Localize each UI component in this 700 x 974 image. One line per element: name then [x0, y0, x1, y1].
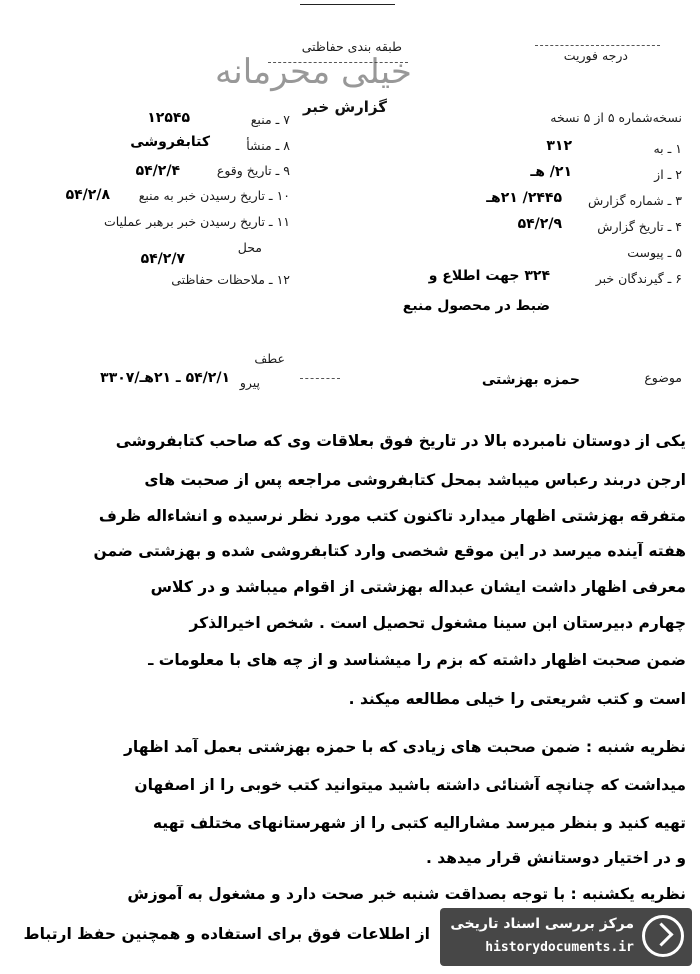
field-place-value: ۵۴/۲/۷ [140, 251, 185, 267]
field-to-value: ۳۱۲ [546, 138, 572, 154]
body-line: میداشت که چنانچه آشنائی داشته باشید میتوانید کتب خوبی را از اصفهان [134, 776, 686, 794]
field-report-date-value: ۵۴/۲/۹ [517, 216, 562, 232]
field-attachment-label: ۵ ـ پیوست [627, 245, 682, 260]
field-source-received-label: ۱۰ ـ تاریخ رسیدن خبر به منبع [138, 188, 290, 203]
classification-label: طبقه بندی حفاظتی [301, 39, 402, 54]
body-line: و در اختیار دوستانش قرار میدهد . [426, 849, 686, 867]
body-line: نظریه یکشنبه : با توجه بصداقت شنبه خبر صحت دارد و مشغول به آموزش [127, 885, 686, 903]
field-from-label: ۲ ـ از [654, 167, 682, 182]
body-line: تهیه کنید و بنظر میرسد مشارالیه کتبی را از شهرستانهای مختلف تهیه [152, 814, 686, 832]
field-from-value: ۲۱/ هـ [530, 164, 572, 180]
field-event-date-value: ۵۴/۲/۴ [135, 163, 180, 179]
body-line: یکی از دوستان نامبرده بالا در تاریخ فوق بعلاقات وی که صاحب کتابفروشی [115, 432, 686, 450]
subject-value: حمزه بهزشتی [481, 372, 580, 388]
ref-value: ۵۴/۲/۱ ـ ۲۱هـ/۳۳۰۷ [100, 370, 230, 386]
field-place-label: محل [237, 240, 262, 255]
ref-pirou-label: پیرو [239, 375, 260, 390]
body-line: چهارم دبیرستان ابن سینا مشغول تحصیل است . شخص اخیرالذکر [189, 614, 686, 632]
body-line: ارجن دربند رعباس میباشد بمحل کتابفروشی مراجعه پس از صحبت های [144, 471, 686, 489]
ref-atf-label: عطف [254, 351, 285, 366]
field-recipients-extra: ضبط در محصول منبع [402, 298, 550, 314]
field-recipients-label: ۶ ـ گیرندگان خبر [595, 271, 682, 286]
body-line: معرفی اظهار داشت ایشان عبداله بهزشتی از اقوام میباشد و در کلاس [150, 578, 686, 596]
field-source-received-value: ۵۴/۲/۸ [65, 187, 110, 203]
body-line: متفرقه بهزشتی اظهار میدارد تاکنون کتب مورد نظر نرسیده و انشاءاله ظرف [98, 507, 686, 525]
subject-label: موضوع [644, 370, 682, 385]
priority-label: درجه فوریت [563, 48, 628, 63]
body-line: است و کتب شریعتی را خیلی مطالعه میکند . [348, 690, 686, 708]
archive-logo-icon [642, 915, 684, 957]
watermark-title: مرکز بررسی اسناد تاریخی [450, 916, 634, 932]
priority-line [535, 45, 660, 46]
field-source-label: ۷ ـ منبع [250, 112, 290, 127]
report-title: گزارش خبر [302, 98, 387, 116]
watermark-logo [440, 908, 692, 966]
body-line: از اطلاعات فوق برای استفاده و همچنین حفظ ارتباط [23, 925, 430, 943]
field-to-label: ۱ ـ به [653, 141, 682, 156]
field-origin-value: کتابفروشی [130, 134, 210, 150]
field-report-number-label: ۳ ـ شماره گزارش [587, 193, 682, 208]
field-security-notes-label: ۱۲ ـ ملاحظات حفاظتی [171, 272, 290, 287]
watermark-url: historydocuments.ir [485, 940, 634, 955]
field-report-number-value: ۲۴۴۵/ ۲۱هـ [486, 190, 562, 206]
body-line: هفته آینده میرسد در این موقع شخصی وارد کتابفروشی شده و بهزشتی ضمن [93, 542, 686, 560]
field-origin-label: ۸ ـ منشأ [246, 138, 290, 153]
field-source-value: ۱۲۵۴۵ [147, 110, 190, 126]
classified-stamp: خیلی محرمانه [215, 52, 412, 92]
subject-separator [300, 378, 340, 379]
field-ops-received-label: ۱۱ ـ تاریخ رسیدن خبر برهبر عملیات [103, 214, 290, 229]
body-line: ضمن صحبت اظهار داشته که بزم را میشناسد و از چه های با معلومات ـ [148, 651, 686, 669]
body-line: نظریه شنبه : ضمن صحبت های زیادی که با حمزه بهزشتی بعمل آمد اظهار [123, 738, 686, 756]
top-rule [300, 4, 395, 5]
field-event-date-label: ۹ ـ تاریخ وقوع [216, 163, 290, 178]
field-recipients-value: ۳۲۴ جهت اطلاع و [428, 268, 550, 284]
copy-number: نسخه‌شماره ۵ از ۵ نسخه [550, 110, 682, 125]
field-report-date-label: ۴ ـ تاریخ گزارش [597, 219, 682, 234]
